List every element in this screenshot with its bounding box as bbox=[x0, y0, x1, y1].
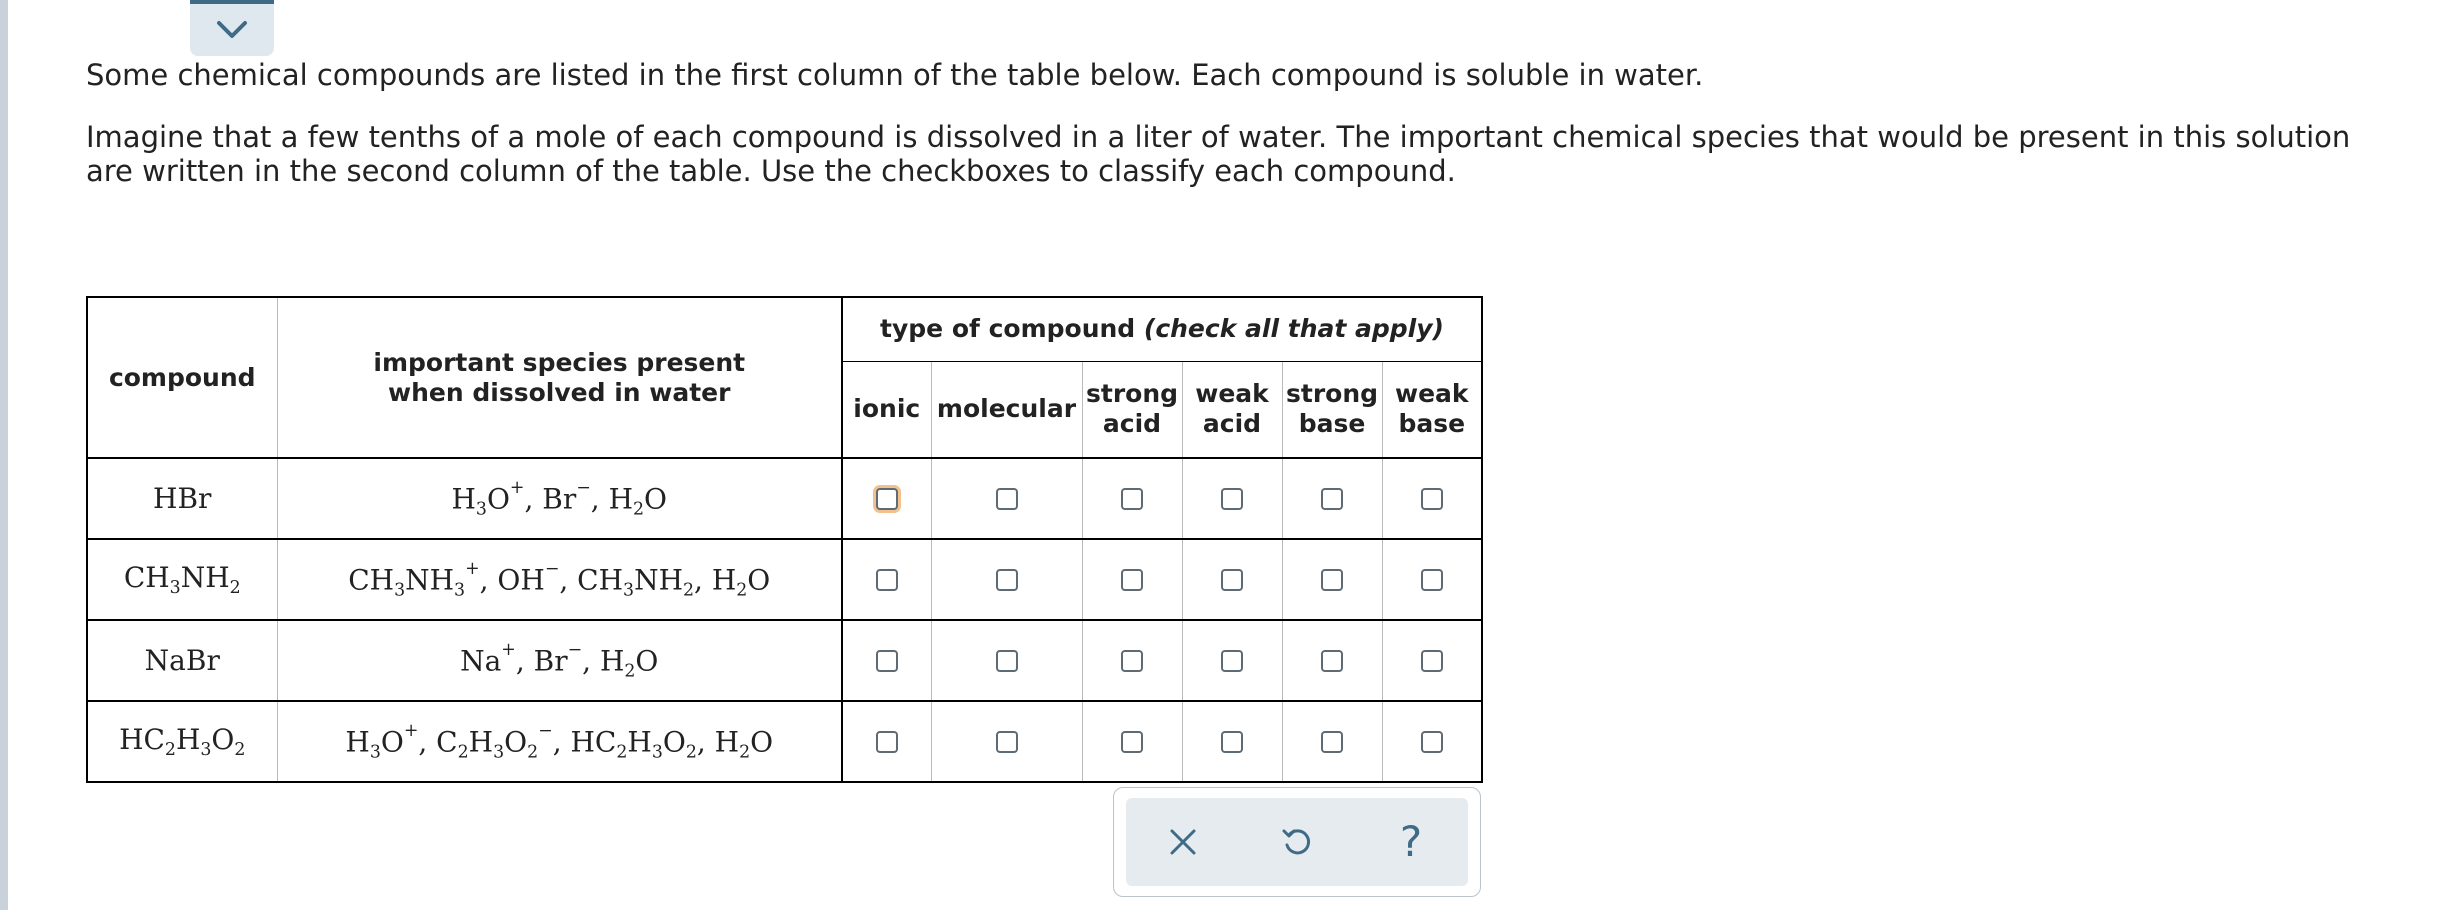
base-label: base bbox=[1398, 409, 1466, 439]
checkbox-cell bbox=[842, 458, 931, 539]
strong-base-checkbox[interactable] bbox=[1321, 650, 1343, 672]
base-label: base bbox=[1298, 409, 1366, 439]
close-icon bbox=[1168, 827, 1198, 857]
checkbox-cell bbox=[1082, 458, 1182, 539]
table-row bbox=[87, 701, 1482, 782]
clear-button[interactable] bbox=[1153, 812, 1213, 872]
compound-cell: $HC_2H_3O_2$ bbox=[87, 701, 277, 782]
species-cell: $H_3O^+$, $C_2H_3O_2^-$, $HC_2H_3O_2$, $H_2O$ bbox=[277, 701, 842, 782]
compound-cell: NaBr bbox=[87, 620, 277, 701]
strong-acid-checkbox[interactable] bbox=[1121, 488, 1143, 510]
header-type-note: (check all that apply) bbox=[1143, 314, 1444, 344]
header-compound: compound bbox=[87, 297, 277, 458]
weak-label: weak bbox=[1195, 379, 1269, 409]
molecular-checkbox[interactable] bbox=[996, 731, 1018, 753]
checkbox-cell bbox=[1382, 701, 1482, 782]
strong-label: strong bbox=[1285, 379, 1379, 409]
molecular-checkbox[interactable] bbox=[996, 650, 1018, 672]
undo-button[interactable] bbox=[1267, 812, 1327, 872]
help-icon: ? bbox=[1399, 817, 1423, 866]
checkbox-cell bbox=[1282, 701, 1382, 782]
weak-base-checkbox[interactable] bbox=[1421, 731, 1443, 753]
weak-base-checkbox[interactable] bbox=[1421, 569, 1443, 591]
checkbox-cell bbox=[1082, 701, 1182, 782]
ionic-checkbox[interactable] bbox=[876, 731, 898, 753]
col-header-weak-base bbox=[1382, 361, 1482, 458]
help-button[interactable] bbox=[1381, 812, 1441, 872]
strong-base-checkbox[interactable] bbox=[1321, 731, 1343, 753]
species-cell: $H_3O^+$, Br−, $H_2O$ bbox=[277, 458, 842, 539]
chevron-down-icon bbox=[216, 20, 248, 40]
left-rail bbox=[0, 0, 8, 910]
checkbox-cell bbox=[1282, 620, 1382, 701]
col-header-ionic: ionic bbox=[842, 361, 931, 458]
instruction-line-1: Some chemical compounds are listed in the first column of the table below. Each compound is soluble in water. bbox=[86, 58, 1704, 92]
acid-label: acid bbox=[1102, 409, 1162, 439]
ionic-checkbox[interactable] bbox=[876, 569, 898, 591]
checkbox-cell bbox=[1082, 620, 1182, 701]
answer-action-panel bbox=[1113, 787, 1481, 897]
strong-acid-checkbox[interactable] bbox=[1121, 569, 1143, 591]
undo-icon bbox=[1280, 825, 1314, 859]
compound-cell: $CH_3NH_2$ bbox=[87, 539, 277, 620]
checkbox-cell bbox=[931, 458, 1082, 539]
strong-base-checkbox[interactable] bbox=[1321, 488, 1343, 510]
strong-acid-checkbox[interactable] bbox=[1121, 650, 1143, 672]
checkbox-cell bbox=[1182, 620, 1282, 701]
species-cell: $CH_3NH_3^+$, OH−, $CH_3NH_2$, $H_2O$ bbox=[277, 539, 842, 620]
weak-base-checkbox[interactable] bbox=[1421, 488, 1443, 510]
checkbox-cell bbox=[1182, 539, 1282, 620]
compound-cell: HBr bbox=[87, 458, 277, 539]
collapse-toggle[interactable] bbox=[190, 0, 274, 56]
checkbox-cell bbox=[931, 539, 1082, 620]
checkbox-cell bbox=[842, 539, 931, 620]
strong-base-checkbox[interactable] bbox=[1321, 569, 1343, 591]
col-header-strong-base bbox=[1282, 361, 1382, 458]
checkbox-cell bbox=[1382, 539, 1482, 620]
checkbox-cell bbox=[1282, 458, 1382, 539]
col-header-weak-acid bbox=[1182, 361, 1282, 458]
checkbox-cell bbox=[842, 701, 931, 782]
acid-label: acid bbox=[1202, 409, 1262, 439]
checkbox-cell bbox=[1382, 458, 1482, 539]
checkbox-cell bbox=[842, 620, 931, 701]
instruction-line-2: Imagine that a few tenths of a mole of each compound is dissolved in a liter of water. The important chemical species that would be present in this solution are written in the second column of the table. Use the checkboxes to classify each compound. bbox=[86, 120, 2351, 188]
action-bar bbox=[1126, 798, 1468, 886]
strong-label: strong bbox=[1085, 379, 1179, 409]
weak-base-checkbox[interactable] bbox=[1421, 650, 1443, 672]
classification-table bbox=[86, 296, 1483, 783]
checkbox-cell bbox=[931, 701, 1082, 782]
species-cell: Na+, Br−, $H_2O$ bbox=[277, 620, 842, 701]
checkbox-cell bbox=[1282, 539, 1382, 620]
weak-acid-checkbox[interactable] bbox=[1221, 650, 1243, 672]
header-species-line-1: important species present bbox=[373, 347, 746, 377]
weak-acid-checkbox[interactable] bbox=[1221, 569, 1243, 591]
col-header-molecular: molecular bbox=[931, 361, 1082, 458]
molecular-checkbox[interactable] bbox=[996, 569, 1018, 591]
checkbox-cell bbox=[1082, 539, 1182, 620]
checkbox-cell bbox=[1182, 701, 1282, 782]
table-row bbox=[87, 458, 1482, 539]
table-row bbox=[87, 539, 1482, 620]
weak-label: weak bbox=[1394, 379, 1469, 409]
ionic-checkbox[interactable] bbox=[876, 650, 898, 672]
instructions bbox=[86, 58, 2386, 216]
checkbox-cell bbox=[1382, 620, 1482, 701]
molecular-checkbox[interactable] bbox=[996, 488, 1018, 510]
header-type-label: type of compound bbox=[880, 314, 1144, 344]
col-header-strong-acid bbox=[1082, 361, 1182, 458]
weak-acid-checkbox[interactable] bbox=[1221, 488, 1243, 510]
checkbox-cell bbox=[931, 620, 1082, 701]
header-species bbox=[277, 297, 842, 458]
ionic-checkbox[interactable] bbox=[876, 488, 898, 510]
header-type-of-compound bbox=[842, 297, 1482, 361]
header-species-line-2: when dissolved in water bbox=[388, 377, 731, 407]
strong-acid-checkbox[interactable] bbox=[1121, 731, 1143, 753]
checkbox-cell bbox=[1182, 458, 1282, 539]
weak-acid-checkbox[interactable] bbox=[1221, 731, 1243, 753]
table-row bbox=[87, 620, 1482, 701]
